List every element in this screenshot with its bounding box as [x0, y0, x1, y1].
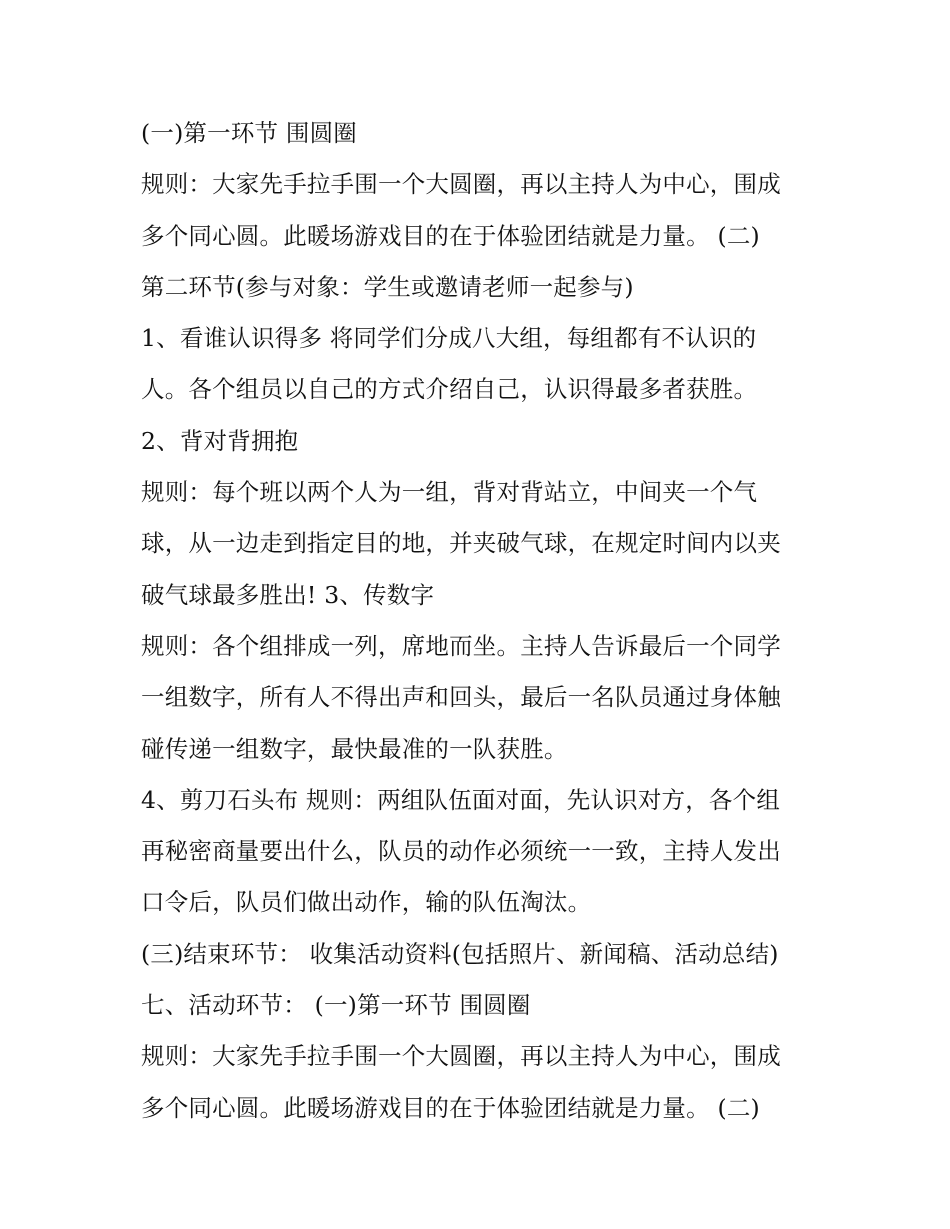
text-line: 人。各个组员以自己的方式介绍自己，认识得最多者获胜。 — [141, 375, 758, 404]
text-line: 1、看谁认识得多 将同学们分成八大组，每组都有不认识的 — [141, 324, 757, 353]
text-line: 4、剪刀石头布 规则：两组队伍面对面，先认识对方，各个组 — [141, 785, 781, 814]
text-line: 规则：大家先手拉手围一个大圆圈，再以主持人为中心，围成 — [141, 170, 781, 199]
text-line: 多个同心圆。此暖场游戏目的在于体验团结就是力量。 (二) — [141, 1093, 760, 1122]
document-body — [141, 108, 821, 1134]
text-line: 再秘密商量要出什么，队员的动作必须统一一致，主持人发出 — [141, 837, 781, 866]
text-line: 规则：各个组排成一列，席地而坐。主持人告诉最后一个同学 — [141, 631, 781, 660]
text-line: 一组数字，所有人不得出声和回头，最后一名队员通过身体触 — [141, 683, 781, 712]
text-line: 碰传递一组数字，最快最准的一队获胜。 — [141, 734, 568, 763]
text-line: 七、活动环节： (一)第一环节 围圆圈 — [141, 991, 531, 1020]
text-line: 破气球最多胜出! 3、传数字 — [141, 580, 435, 609]
text-line: (一)第一环节 围圆圈 — [141, 119, 358, 147]
text-line: 规则：每个班以两个人为一组，背对背站立，中间夹一个气 — [141, 478, 758, 507]
text-line: 口令后，队员们做出动作，输的队伍淘汰。 — [141, 888, 592, 917]
text-line: 2、背对背拥抱 — [141, 426, 299, 455]
text-line: 规则：大家先手拉手围一个大圆圈，再以主持人为中心，围成 — [141, 1042, 781, 1071]
text-line: 球，从一边走到指定目的地，并夹破气球，在规定时间内以夹 — [141, 529, 781, 558]
text-line: 多个同心圆。此暖场游戏目的在于体验团结就是力量。 (二) — [141, 221, 760, 250]
text-line: 第二环节(参与对象：学生或邀请老师一起参与) — [141, 272, 634, 301]
text-line: (三)结束环节： 收集活动资料(包括照片、新闻稿、活动总结) — [141, 939, 779, 968]
